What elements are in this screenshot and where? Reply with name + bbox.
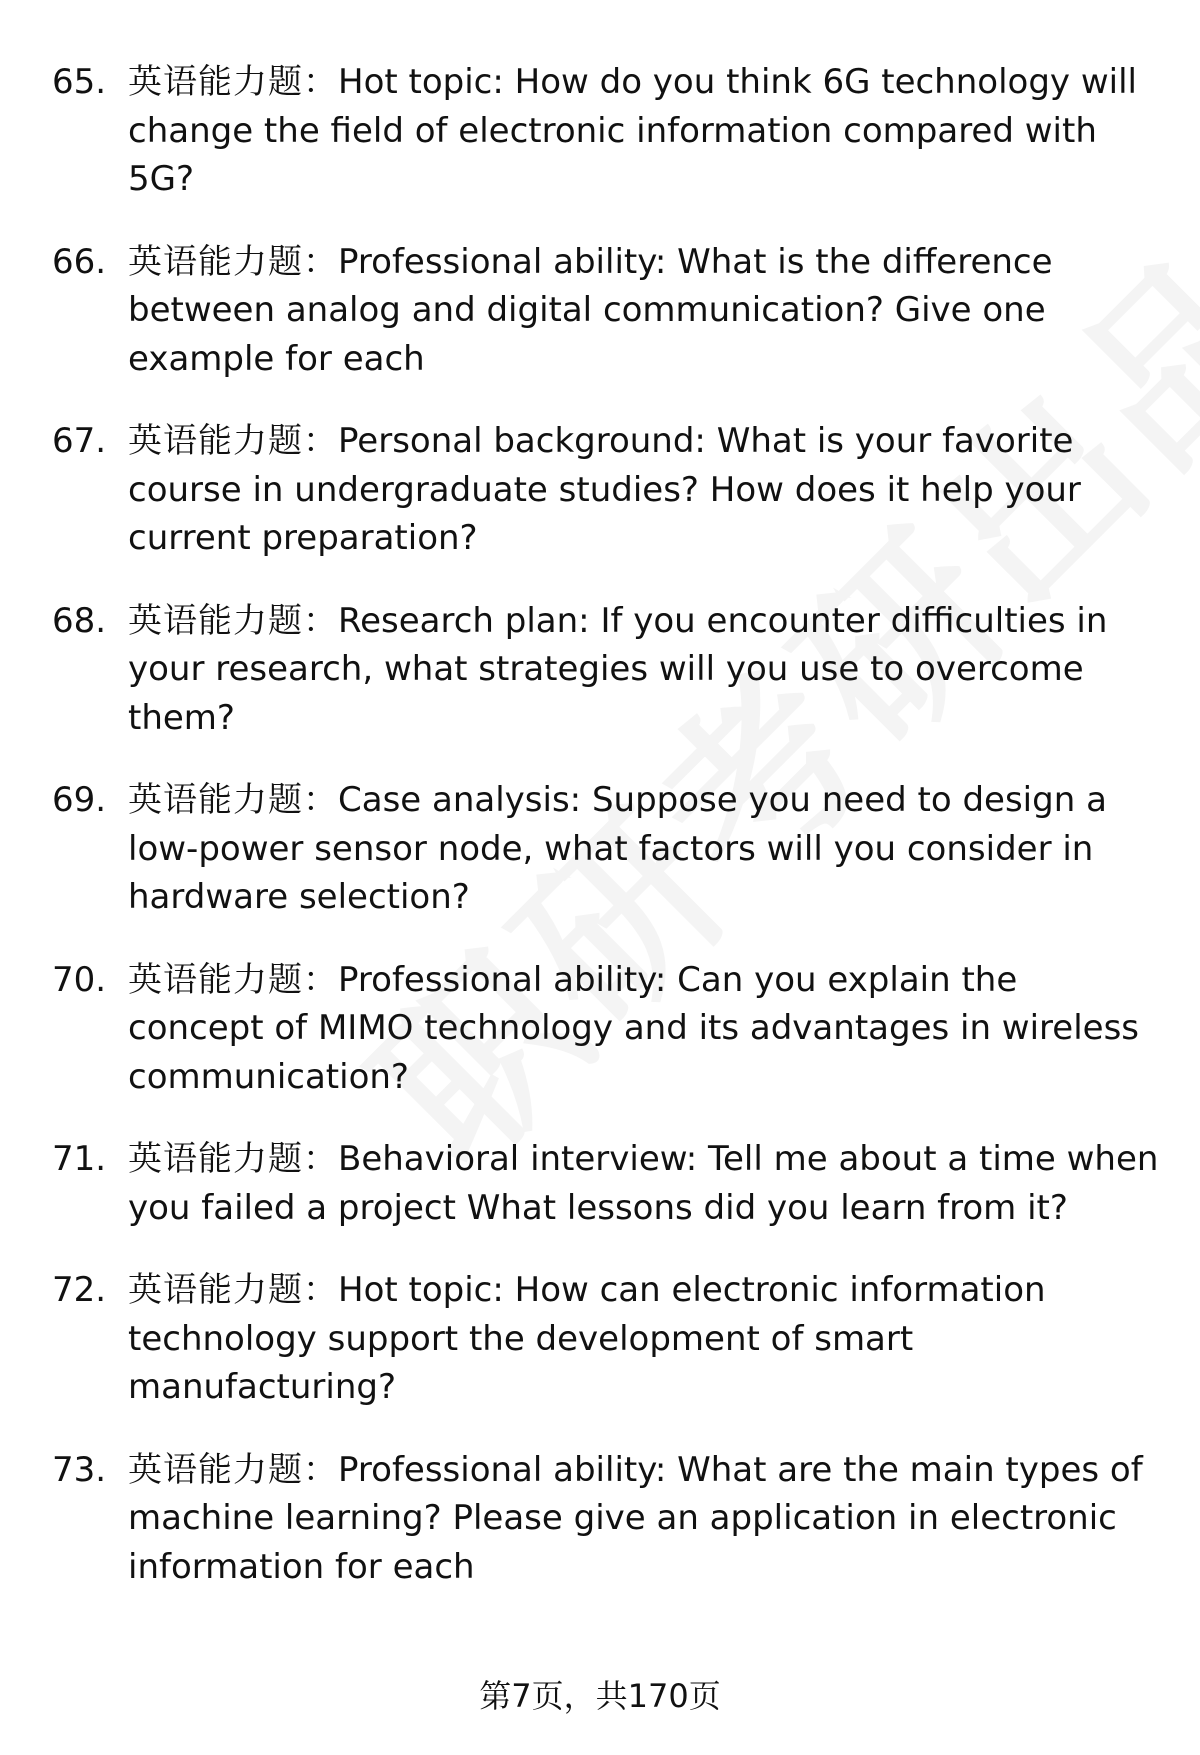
question-text: Research plan: If you encounter difficulties in your research, what strategies will you use to overcome them? xyxy=(128,600,1108,738)
page-indicator: 第7页，共170页 xyxy=(479,1677,721,1715)
question-number: 73. xyxy=(52,1449,107,1490)
question-category-label: 英语能力题： xyxy=(128,600,338,641)
question-number: 72. xyxy=(52,1270,107,1310)
question-number: 65. xyxy=(52,62,107,102)
question-item xyxy=(52,238,1162,384)
question-item xyxy=(52,1266,1162,1412)
question-item xyxy=(52,417,1162,563)
question-body xyxy=(128,597,1162,743)
question-text: Hot topic: How do you think 6G technology will change the field of electronic information compared with 5G? xyxy=(128,62,1137,199)
question-category-label: 英语能力题： xyxy=(128,62,338,102)
question-body xyxy=(128,58,1162,204)
question-item xyxy=(52,58,1162,204)
question-text: Behavioral interview: Tell me about a time when you failed a project What lessons did you learn from it? xyxy=(128,1139,1159,1228)
question-body xyxy=(128,956,1162,1102)
question-number: 70. xyxy=(52,959,107,1000)
question-number: 66. xyxy=(52,241,107,282)
question-number: 67. xyxy=(52,421,107,461)
question-category-label: 英语能力题： xyxy=(128,959,338,1000)
question-body xyxy=(128,1266,1162,1412)
question-category-label: 英语能力题： xyxy=(128,421,338,461)
question-body xyxy=(128,417,1162,563)
question-list xyxy=(52,58,1162,1625)
question-body xyxy=(128,1446,1162,1592)
question-number: 71. xyxy=(52,1139,107,1179)
question-body xyxy=(128,776,1162,922)
question-item xyxy=(52,1446,1162,1592)
question-text: Professional ability: Can you explain the concept of MIMO technology and its advantages in wireless communication? xyxy=(128,959,1140,1097)
question-category-label: 英语能力题： xyxy=(128,241,338,282)
question-text: Case analysis: Suppose you need to design a low-power sensor node, what factors will you consider in hardware selection? xyxy=(128,780,1107,917)
question-category-label: 英语能力题： xyxy=(128,1449,338,1490)
question-item xyxy=(52,597,1162,743)
question-category-label: 英语能力题： xyxy=(128,1139,338,1179)
question-item xyxy=(52,1135,1162,1232)
question-number: 69. xyxy=(52,780,107,820)
question-category-label: 英语能力题： xyxy=(128,780,338,820)
question-category-label: 英语能力题： xyxy=(128,1270,338,1310)
question-text: Hot topic: How can electronic information technology support the development of smart manufacturing? xyxy=(128,1270,1046,1407)
question-text: Personal background: What is your favorite course in undergraduate studies? How does it help your current preparation? xyxy=(128,421,1081,558)
question-body xyxy=(128,238,1162,384)
question-text: Professional ability: What is the difference between analog and digital communication? Give one example for each xyxy=(128,241,1053,379)
question-body xyxy=(128,1135,1162,1232)
question-number: 68. xyxy=(52,600,107,641)
question-text: Professional ability: What are the main types of machine learning? Please give an application in electronic information for each xyxy=(128,1449,1143,1587)
question-item xyxy=(52,956,1162,1102)
question-item xyxy=(52,776,1162,922)
